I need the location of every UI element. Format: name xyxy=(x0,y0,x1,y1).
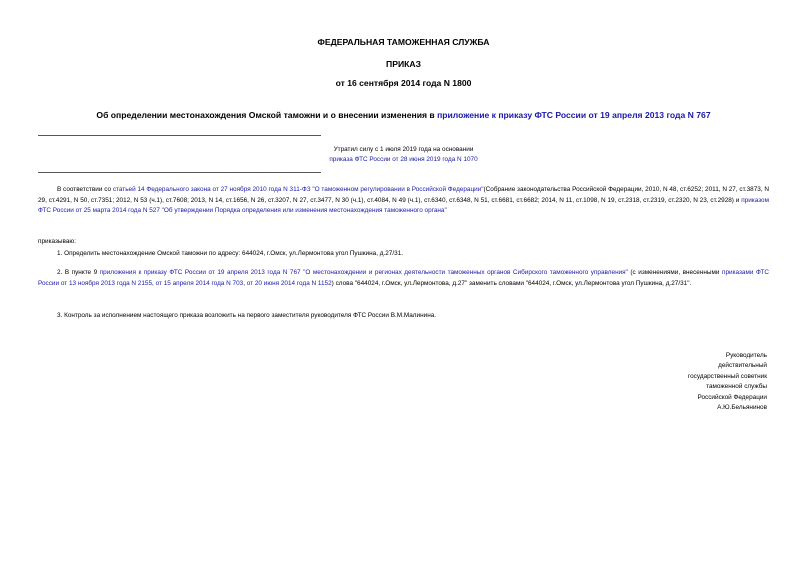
title-text: Об определении местонахождения Омской таможни и о внесении изменения в xyxy=(96,110,438,120)
preamble-link-order[interactable]: приказом ФТС России от 25 марта 2014 года N 527 "Об утверждении Порядка определения или изменения местонахождения таможенного органа" xyxy=(38,196,769,215)
item-2 xyxy=(38,268,769,289)
item2-link-1152[interactable]: от 20 июня 2014 года N 1152 xyxy=(246,279,332,287)
item2-text-5: ) слова "644024, г.Омск, ул.Лермонтова, д.27" заменить словами "644024, г.Омск, ул.Лермонтова угол Пушкина, д.27/31". xyxy=(331,279,692,287)
item2-text-4: , xyxy=(243,279,247,287)
preamble-paragraph xyxy=(38,185,769,217)
order-word: приказываю: xyxy=(38,238,76,245)
item2-text-3: , xyxy=(152,279,156,287)
preamble-link-law[interactable]: статьей 14 Федерального закона от 27 ноября 2010 года N 311-ФЗ "О таможенном регулировании в Российской Федерации" xyxy=(112,186,484,193)
document-type: ПРИКАЗ xyxy=(386,59,421,69)
signature-block xyxy=(587,351,767,413)
title-link[interactable]: приложение к приказу ФТС России от 19 апреля 2013 года N 767 xyxy=(437,110,711,120)
preamble-text-2: (Собрание законодательства Российской Федерации, 2010, N 48, ст.6252; 2011, N 27, ст.3873, N 29, ст.4291, N 50, ст.7351; 2012, N 53 (ч.1), ст.7608; 2013, N 14, ст.1656, N 26, ст.3207, N 27, ст.3477, N 30 (ч.1), ст.4084, N 49 (ч.1), ст.6340, ст.6348, N 51, ст.6681, ст.6682; 2014, N 11, ст.1098, N 19, ст.2318, ст.2319, ст.2320, N 23, ст.2928) и xyxy=(38,186,770,204)
document-date-number: от 16 сентября 2014 года N 1800 xyxy=(335,78,472,88)
item2-text-1: 2. В пункте 9 xyxy=(57,269,100,276)
item-3: 3. Контроль за исполнением настоящего приказа возложить на первого заместителя руководителя ФТС России В.М.Малинина. xyxy=(57,312,437,319)
signature-line-5: Российской Федерации xyxy=(697,393,767,401)
preamble-text-1: В соответствии со xyxy=(57,186,113,193)
signature-line-3: государственный советник xyxy=(687,372,767,380)
divider-top xyxy=(38,135,321,136)
status-text: Утратил силу с 1 июля 2019 года на основании xyxy=(333,146,474,153)
document-title xyxy=(40,110,767,120)
divider-bottom xyxy=(38,172,321,173)
item2-link-annex[interactable]: приложения к приказу ФТС России от 19 апреля 2013 года N 767 "О местонахождении и регионах деятельности таможенных органов Сибирского таможенного управления" xyxy=(99,269,628,276)
agency-name: ФЕДЕРАЛЬНАЯ ТАМОЖЕННАЯ СЛУЖБА xyxy=(317,37,490,47)
item2-text-2: (с изменениями, внесенными xyxy=(627,269,722,276)
status-link[interactable]: приказа ФТС России от 28 июня 2019 года N 1070 xyxy=(329,156,478,163)
signature-line-6: А.Ю.Бельянинов xyxy=(717,404,767,412)
validity-status xyxy=(300,145,507,165)
item2-link-2155[interactable]: приказами ФТС России от 13 ноября 2013 года N 2155 xyxy=(38,269,769,287)
signature-line-4: таможенной службы xyxy=(706,383,767,391)
signature-line-2: действительный xyxy=(718,362,767,370)
signature-line-1: Руководитель xyxy=(725,352,767,359)
item2-link-703[interactable]: от 15 апреля 2014 года N 703 xyxy=(155,279,244,287)
item-1: 1. Определить местонахождение Омской таможни по адресу: 644024, г.Омск, ул.Лермонтова угол Пушкина, д.27/31. xyxy=(57,250,404,257)
